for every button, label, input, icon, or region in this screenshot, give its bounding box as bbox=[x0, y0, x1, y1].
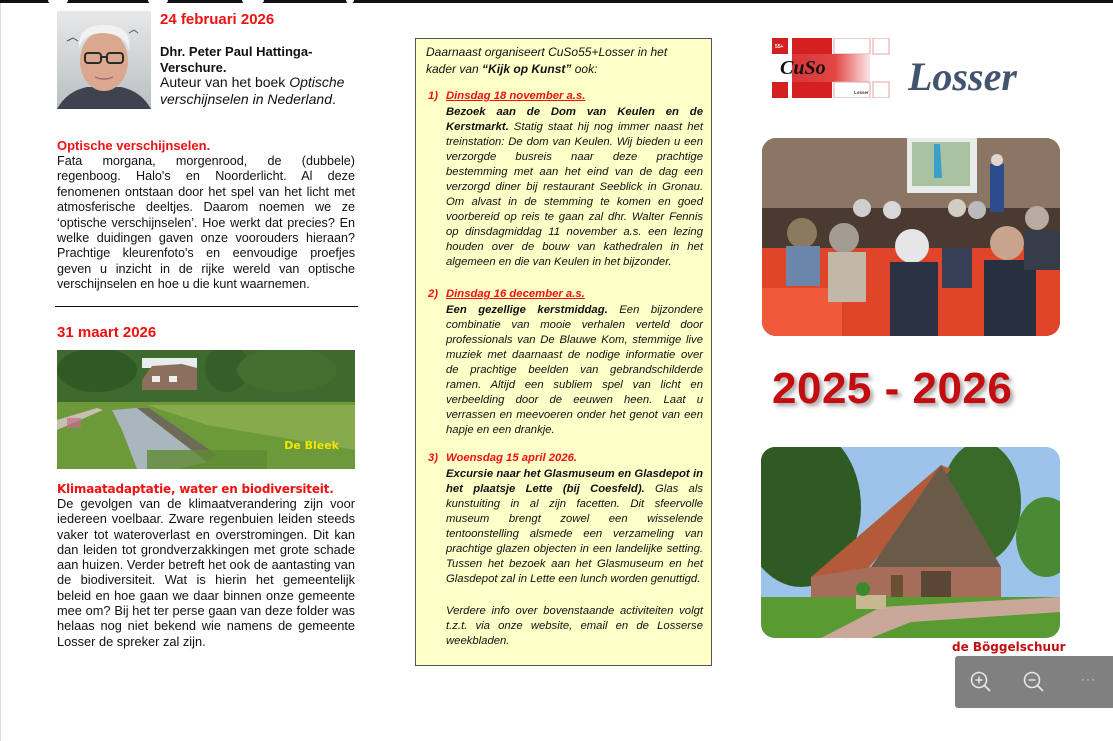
item2-number: 2) bbox=[428, 288, 439, 300]
season-years: 2025 - 2026 bbox=[772, 364, 1013, 413]
cuso-logo bbox=[772, 38, 892, 98]
item2-body bbox=[446, 303, 703, 438]
page-left-edge bbox=[0, 3, 1, 741]
item2-date: Dinsdag 16 december a.s. bbox=[446, 288, 585, 300]
speaker-line2: Verschure. bbox=[160, 60, 227, 75]
kijk-op-kunst-box bbox=[415, 38, 712, 666]
item3-body bbox=[446, 467, 703, 587]
author-suffix: . bbox=[332, 91, 336, 107]
logo-small: Losser bbox=[854, 90, 869, 95]
intro-suffix: ook: bbox=[571, 62, 598, 76]
logo-text: CuSo bbox=[780, 57, 826, 79]
intro-kijk-op-kunst: “Kijk op Kunst” bbox=[482, 62, 572, 76]
event1-speaker bbox=[160, 44, 360, 76]
box-intro bbox=[426, 44, 708, 78]
author-prefix: Auteur van het boek bbox=[160, 74, 290, 90]
book-title: Optische verschijnselen in Nederland bbox=[160, 74, 345, 107]
item3-bold: Excursie naar het Glasmuseum en Glasdepot in het plaatsje Lette (bij Coesfeld). bbox=[446, 468, 703, 495]
event2-date: 31 maart 2026 bbox=[57, 324, 157, 341]
speaker-portrait bbox=[57, 11, 151, 109]
zoom-in-button[interactable] bbox=[968, 669, 994, 695]
item3-number: 3) bbox=[428, 452, 439, 464]
event1-date: 24 februari 2026 bbox=[160, 11, 275, 28]
losser-title: Losser bbox=[908, 54, 1017, 99]
event2-body: De gevolgen van de klimaatverandering zijn voor iedereen voelbaar. Zware regenbuien leiden steeds vaker tot wateroverlast en overstromingen. Dit kan dan leiden tot grondverzakkingen met grote schade aan huizen. Verder betreft het ook de aantasting van de biodiversiteit. Wat is hierin het gemeentelijk beleid en hoe gaan we daar binnen onze gemeente mee om? Bij het ter perse gaan van deze folder was helaas nog niet bekend wie namens de gemeente Losser de spreker zal zijn. bbox=[57, 496, 355, 649]
item2-bold: Een gezellige kerstmiddag. bbox=[446, 304, 608, 316]
de-bleek-label: De Bleek bbox=[284, 439, 339, 452]
page-edge-gap bbox=[48, 0, 68, 4]
item1-body bbox=[446, 105, 703, 270]
item3-date: Woensdag 15 april 2026. bbox=[446, 452, 578, 464]
item1-text: Statig staat hij nog immer naast het treinstation: De dom van Keulen. Wij bieden u een verzorgde busreis naar deze prachtige bestemming met aan het eind van de dag een verzorgd diner bij restaurant Seeblick in Gronau. Om alvast in de stemming te komen en goed voorbereid op reis te gaan zal dhr. Walter Fennis op dinsdagmiddag 11 november a.s. een lezing houden over de bouw van kathedralen in het algemeen en die van Keulen in het bijzonder. bbox=[446, 121, 703, 268]
zoom-out-button[interactable] bbox=[1021, 669, 1047, 695]
event1-body: Fata morgana, morgenrood, de (dubbele) regenboog. Halo's en Noorderlicht. Al deze fenomenen ontstaan door het spel van het licht met atmosferische deeltjes. Daarom noemen we ze ‘optische verschijnselen’. Hoe werkt dat precies? En welke duidingen gaven onze voorouders hieraan? Prachtige kleurenfoto's en eenvoudige proefjes geven u inzicht in de rijke wereld van optische verschijnselen en hoe u die kunt waarnemen. bbox=[57, 154, 355, 292]
de-bleek-photo bbox=[57, 350, 355, 469]
page-edge-gap bbox=[346, 0, 354, 4]
zoom-toolbar bbox=[955, 656, 1113, 708]
item1-number: 1) bbox=[428, 90, 439, 102]
intro-line2 bbox=[426, 61, 708, 78]
logo-badge: 55+ bbox=[775, 44, 784, 50]
speaker-line1: Dhr. Peter Paul Hattinga- bbox=[160, 44, 313, 59]
intro-line1: Daarnaast organiseert CuSo55+Losser in het bbox=[426, 45, 668, 59]
page-edge-gap bbox=[148, 0, 168, 4]
section-divider bbox=[55, 306, 358, 307]
event1-section-title: Optische verschijnselen. bbox=[57, 138, 211, 153]
box-footer: Verdere info over bovenstaande activiteiten volgt t.z.t. via onze website, email en de Losserse weekbladen. bbox=[446, 605, 703, 647]
zoom-in-icon bbox=[968, 669, 994, 695]
intro-prefix: kader van bbox=[426, 62, 483, 76]
item1-bold: Bezoek aan de Dom van Keulen en de Kerstmarkt. bbox=[446, 106, 703, 133]
page-edge-gap bbox=[242, 0, 264, 4]
event2-section-title: Klimaatadaptatie, water en biodiversiteit. bbox=[57, 482, 334, 496]
boggelschuur-photo bbox=[761, 447, 1060, 638]
item1-date: Dinsdag 18 november a.s. bbox=[446, 90, 586, 102]
item3-text: Glas als kunstuiting in al zijn facetten. Dit sfeervolle museum brengt zowel een wisselende tentoonstelling alsmede een verzameling van prachtige glazen objecten in een landelijke setting. Tussen het bezoek aan het Glasmuseum en het Glasdepot zal in Lette een lunch worden genuttigd. bbox=[446, 483, 703, 585]
item2-text: Een bijzondere combinatie van mooie verhalen verteld door professionals van De Blauwe Kom, stemmige live muziek met daarnaast de nodige informatie over de prachtige beelden van gebrandschilderde ramen. Altijd een subliem spel van licht en verbeelding door de eeuwen heen. Laat u verrassen en meevoeren onder het genot van een hapje en een drankje. bbox=[446, 304, 703, 436]
boggelschuur-label: de Böggelschuur bbox=[952, 640, 1066, 654]
lecture-audience-photo bbox=[762, 138, 1060, 336]
zoom-out-icon bbox=[1021, 669, 1047, 695]
more-options-button[interactable]: ··· bbox=[1081, 672, 1096, 686]
event1-author bbox=[160, 74, 365, 108]
